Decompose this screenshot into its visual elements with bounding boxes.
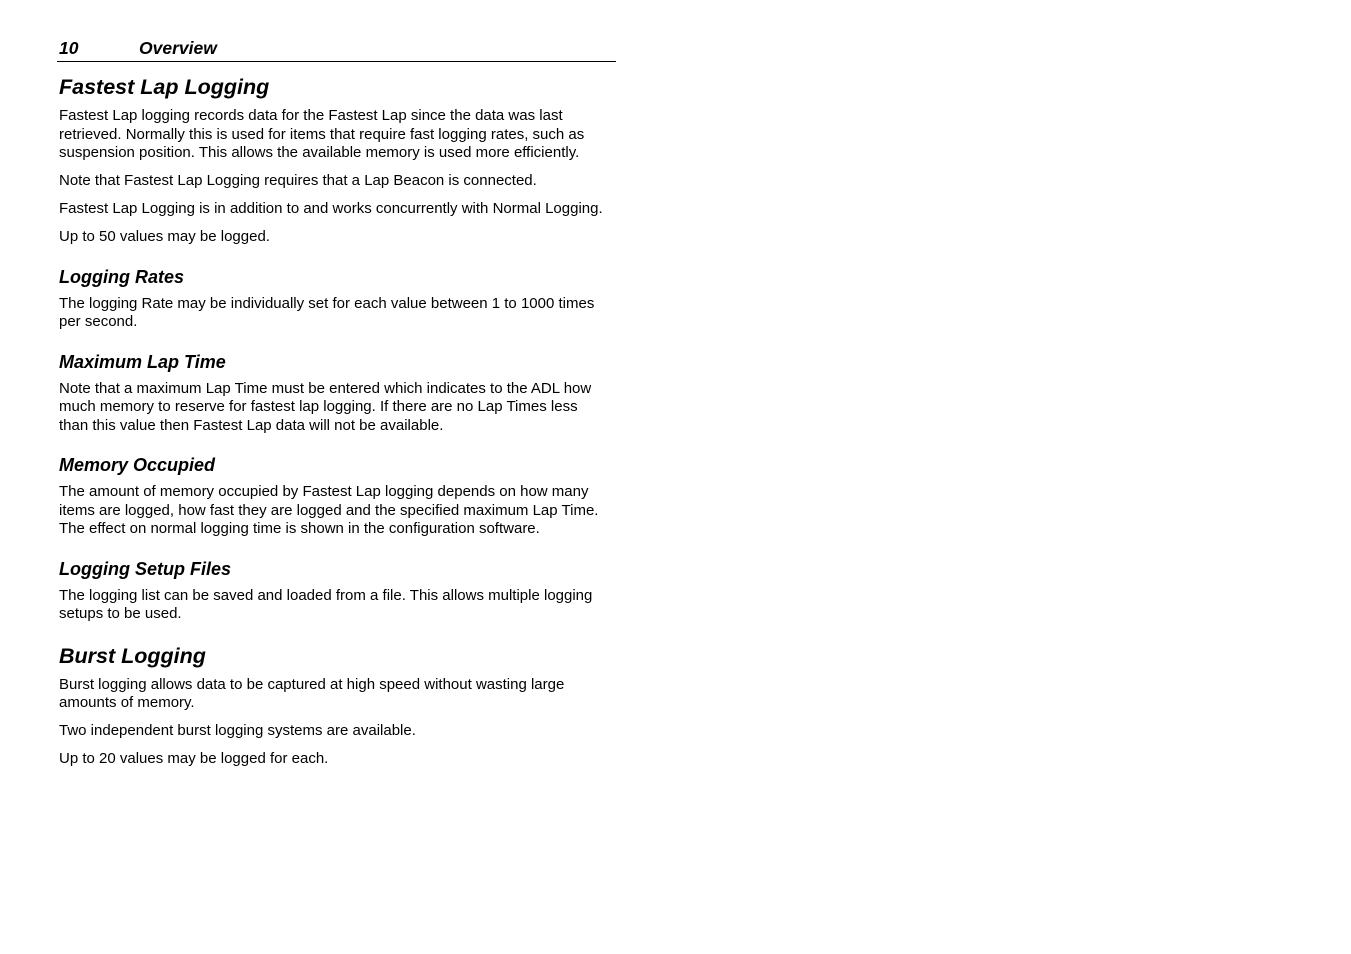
heading-memory-occupied: Memory Occupied xyxy=(59,455,216,475)
paragraph: Burst logging allows data to be captured at high speed without wasting large amounts of memory. xyxy=(59,675,565,711)
heading-logging-setup-files: Logging Setup Files xyxy=(59,558,231,579)
paragraph: Up to 20 values may be logged for each. xyxy=(59,750,329,767)
heading-maximum-lap-time: Maximum Lap Time xyxy=(59,351,226,372)
paragraph: The logging Rate may be individually set for each value between 1 to 1000 times per second. xyxy=(59,294,595,330)
paragraph: Fastest Lap Logging is in addition to and works concurrently with Normal Logging. xyxy=(59,200,603,217)
paragraph: Fastest Lap logging records data for the Fastest Lap since the data was last retrieved. Normally this is used for items that require fast logging rates, such as suspension position. This allows the available memory is used more efficiently. xyxy=(59,107,585,161)
paragraph: Note that a maximum Lap Time must be entered which indicates to the ADL how much memory to reserve for fastest lap logging. If there are no Lap Times less than this value then Fastest Lap data will not be available. xyxy=(59,379,592,434)
heading-fastest-lap-logging: Fastest Lap Logging xyxy=(59,75,270,99)
paragraph: The logging list can be saved and loaded from a file. This allows multiple logging setups to be used. xyxy=(59,586,593,622)
paragraph: Note that Fastest Lap Logging requires that a Lap Beacon is connected. xyxy=(59,172,537,189)
page-number: 10 xyxy=(59,38,79,58)
page-content xyxy=(57,74,609,769)
running-header xyxy=(57,36,616,62)
heading-burst-logging: Burst Logging xyxy=(59,643,206,668)
document-page xyxy=(57,36,616,778)
paragraph: The amount of memory occupied by Fastest Lap logging depends on how many items are logged, how fast they are logged and the specified maximum Lap Time. The effect on normal logging time is shown in the configuration software. xyxy=(59,483,599,537)
paragraph: Two independent burst logging systems are available. xyxy=(59,722,416,739)
chapter-title: Overview xyxy=(139,38,217,58)
heading-logging-rates: Logging Rates xyxy=(59,266,184,287)
paragraph: Up to 50 values may be logged. xyxy=(59,228,270,245)
